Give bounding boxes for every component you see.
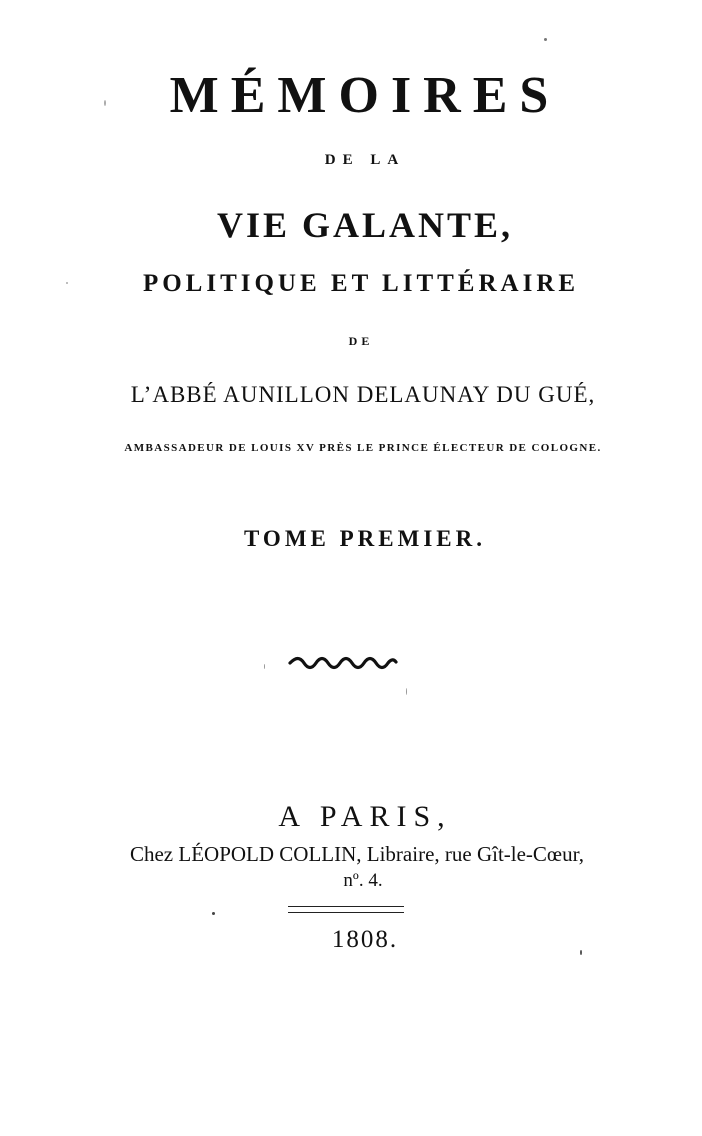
double-rule-top (288, 906, 404, 907)
author-name: L’ABBÉ AUNILLON DELAUNAY DU GUÉ, (130, 382, 596, 407)
ornament-divider-icon (288, 656, 398, 670)
paper-speck (212, 912, 215, 915)
imprint-year: 1808. (331, 926, 399, 953)
author-role: AMBASSADEUR DE LOUIS XV PRÈS LE PRINCE ÉLECTEUR DE COLOGNE. (124, 442, 602, 454)
paper-speck (544, 38, 547, 41)
book-title: MÉMOIRES (169, 67, 561, 124)
paper-speck (406, 688, 407, 695)
title-connector-de: DE (348, 334, 374, 348)
imprint-city: A PARIS, (278, 800, 452, 833)
paper-speck (66, 282, 68, 284)
title-connector-de-la: DE LA (324, 152, 406, 168)
imprint-address-number: nº. 4. (343, 870, 383, 891)
imprint-publisher: Chez LÉOPOLD COLLIN, Libraire, rue Gît-le-Cœur, (129, 842, 585, 866)
double-rule-bottom (288, 912, 404, 913)
paper-speck (580, 950, 582, 955)
subtitle-line-1: VIE GALANTE, (216, 205, 514, 245)
subtitle-line-2: POLITIQUE ET LITTÉRAIRE (142, 270, 580, 297)
paper-speck (104, 100, 106, 106)
paper-speck (264, 664, 265, 669)
volume-label: TOME PREMIER. (244, 526, 486, 551)
